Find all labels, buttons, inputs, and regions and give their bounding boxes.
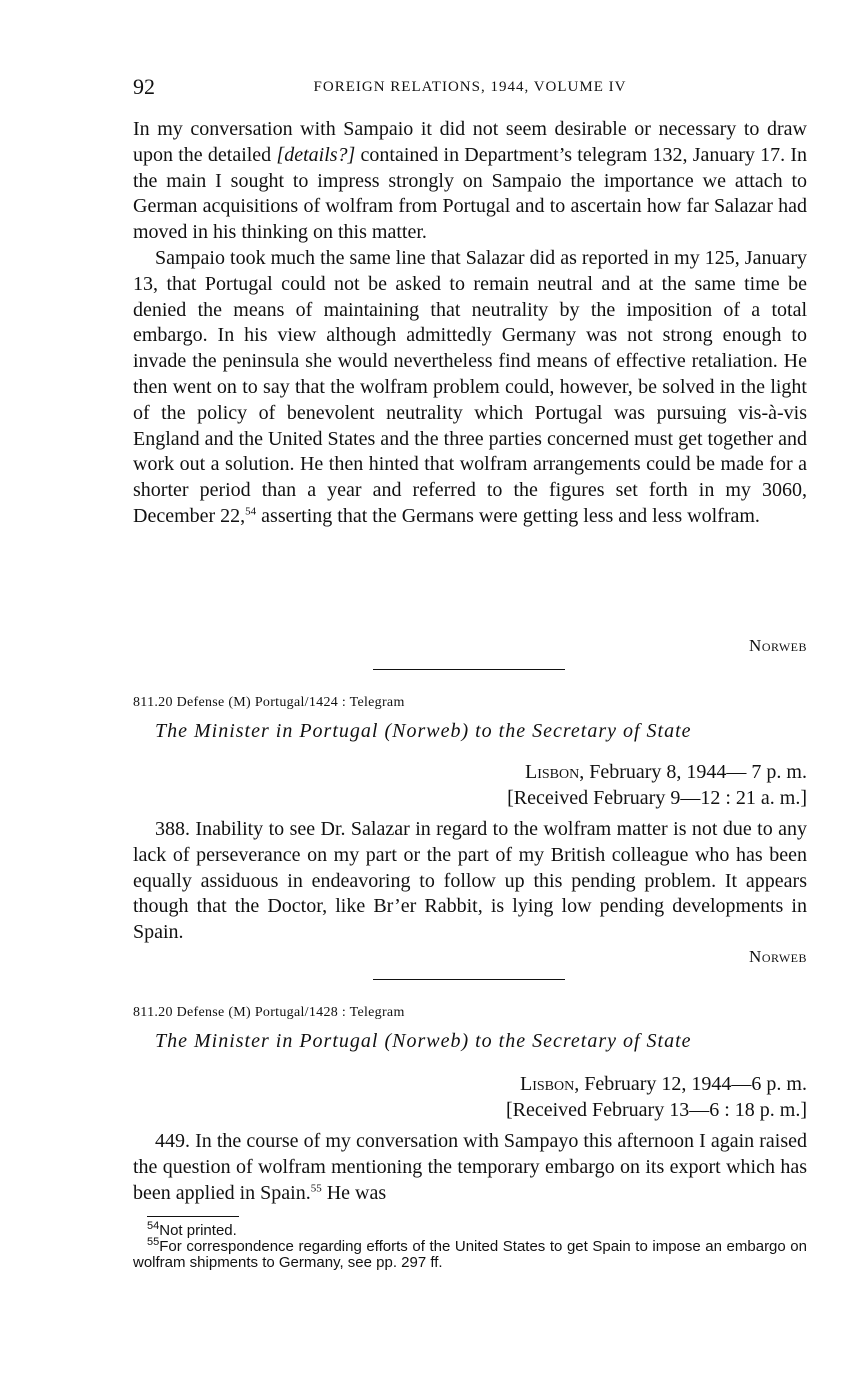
received-2: [Received February 9—12 : 21 a. m.] [507, 786, 807, 809]
telegram-388-text: 388. Inability to see Dr. Salazar in regard to the wolfram matter is not due to any lack of perseverance on my part or the part of my British colleague who has been equally assiduous in endeavoring to follow up this pending problem. It appears though that the Doctor, like Br’er Rabbit, is lying low pending developments in Spain. [133, 818, 807, 944]
page-header [133, 74, 807, 102]
paragraph-1: In my conversation with Sampaio it did not seem desirable or necessary to draw upon the detailed [details?] contained in Department’s telegram 132, January 17. In the main I sought to impress strongly on Sampaio the importance we attach to German acquisitions of wolfram from Portugal and to ascertain how far Salazar had moved in his thinking on this matter. [133, 118, 807, 244]
signature-1: Norweb [749, 636, 807, 655]
running-title: FOREIGN RELATIONS, 1944, VOLUME IV [313, 79, 627, 95]
page-number: 92 [133, 74, 155, 99]
place-3: Lisbon [520, 1073, 575, 1095]
received-3: [Received February 13—6 : 18 p. m.] [505, 1098, 807, 1121]
document-1-body [133, 117, 807, 530]
signature-2: Norweb [749, 947, 807, 966]
section-divider-2 [373, 979, 565, 980]
footnotes [133, 1220, 807, 1271]
document-2-body [133, 817, 807, 946]
footnote-divider [147, 1216, 239, 1217]
footnote-ref-54: 54 [245, 505, 257, 518]
dateline-3: Lisbon, February 12, 1944—6 p. m. [Received February 13—6 : 18 p. m.] [506, 1072, 807, 1124]
dateline-2: Lisbon, February 8, 1944— 7 p. m. [Received February 9—12 : 21 a. m.] [507, 760, 807, 812]
document-title-2: The Minister in Portugal (Norweb) to the Secretary of State [155, 720, 692, 742]
document-title-3: The Minister in Portugal (Norweb) to the Secretary of State [155, 1030, 692, 1052]
section-divider-1 [373, 669, 565, 670]
place-2: Lisbon [525, 761, 580, 783]
paragraph-2: Sampaio took much the same line that Salazar did as reported in my 125, January 13, that Portugal could not be asked to remain neutral and at the same time be denied the means of maintaining that neutrality by the imposition of a total embargo. In his view although admittedly Germany was not strong enough to invade the peninsula she would nevertheless find means of effective retaliation. He then went on to say that the wolfram problem could, however, be solved in the light of the policy of benevolent neutrality which Portugal was pursuing vis-à-vis England and the United States and the three parties concerned must get together and work out a solution. He then hinted that wolfram arrangements could be made for a shorter period than a year and referred to the figures set forth in my 3060, December 22,54 asserting that the Germans were getting less and less wolfram. [133, 246, 807, 527]
footnote-55: $^{55}$For correspondence regarding efforts of the United States to get Spain to impose an embargo on wolfram shipments to Germany, see pp. 297 ff. [133, 1236, 807, 1271]
footnote-54: $^{54}$Not printed. [147, 1220, 237, 1239]
document-3-body [133, 1129, 807, 1206]
footnote-ref-55: 55 [310, 1181, 322, 1194]
editorial-insertion: [details?] [276, 143, 356, 166]
file-reference-3: 811.20 Defense (M) Portugal/1428 : Telegram [133, 1005, 405, 1020]
telegram-449-text: 449. In the course of my conversation with Sampayo this afternoon I again raised the question of wolfram mentioning the temporary embargo on its export which has been applied in Spain.$^{55}$ He was [133, 1130, 807, 1204]
file-reference-2: 811.20 Defense (M) Portugal/1424 : Telegram [133, 695, 405, 710]
